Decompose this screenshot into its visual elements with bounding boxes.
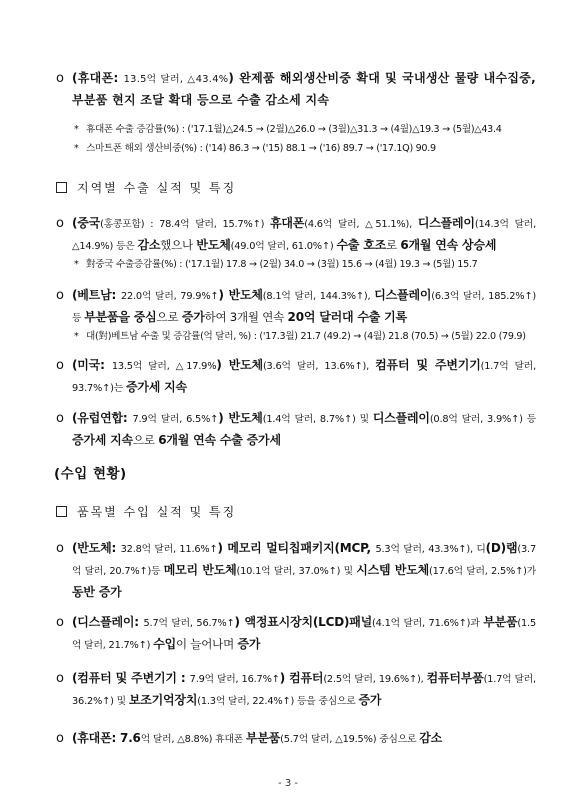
region-china-item: o (중국(홍콩포함) : 78.4억 달러, 15.7%↑) 휴대폰(4.6억 달러, △51.1%), 디스플레이(14.3억 달러, △14.9%) 등은 감소했으나 반도체(49.0억 달러, 61.0%↑) 수출 호조로 6개월 연속 상승세 (56, 216, 536, 252)
import-semiconductor-item: o (반도체: 32.8억 달러, 11.6%↑) 메모리 멀티칩패키지(MCP, 5.3억 달러, 43.3%↑), 디(D)램(3.7억 달러, 20.7%↑)등 메모리 반도체(10.1억 달러, 37.0%↑) 및 시스템 반도체(17.6억 달러, 2.5%↑)가 동반 증가 (56, 541, 537, 599)
bullet: o (56, 71, 64, 86)
page-number: - 3 - (278, 778, 298, 789)
item-desc: 완제품 해외생산비중 확대 및 국내생산 물량 내수집중, 부분품 현지 조달 확대 등으로 수출 감소세 지속 (72, 71, 536, 107)
import-display-item: o (디스플레이: 5.7억 달러, 56.7%↑) 액정표시장치(LCD)패널(4.1억 달러, 71.6%↑)과 부분품(1.5억 달러, 21.7%↑) 수입이 늘어나며 증가 (56, 615, 536, 651)
section-region: 지역별 수출 실적 및 특징 (56, 180, 236, 196)
note-overseas-share: * 스마트폰 해외 생산비중(%) : ('14) 86.3 → ('15) 88.1 → ('16) 89.7 → ('17.1Q) 90.9 (74, 143, 436, 154)
import-heading: (수입 현황) (54, 466, 127, 482)
note-china-growth: * 對중국 수출증감률(%) : ('17.1월) 17.8 → (2월) 34.0 → (3월) 15.6 → (4월) 19.3 → (5월) 15.7 (74, 259, 478, 270)
square-bullet-icon (56, 182, 67, 193)
region-eu-item: o (유럽연합: 7.9억 달러, 6.5%↑) 반도체(1.4억 달러, 8.7%↑) 및 디스플레이(0.8억 달러, 3.9%↑) 등 증가세 지속으로 6개월 연속 수출 증가세 (56, 411, 536, 447)
region-usa-item: o (미국: 13.5억 달러, △17.9%) 반도체(3.6억 달러, 13.6%↑), 컴퓨터 및 주변기기(1.7억 달러, 93.7%↑)는 증가세 지속 (56, 358, 536, 394)
note-smartphone-growth: * 휴대폰 수출 증감률(%) : ('17.1월)△24.5 → (2월)△26.0 → (3월)△31.3 → (4월)△19.3 → (5월)△43.4 (74, 124, 502, 135)
region-vietnam-item: o (베트남: 22.0억 달러, 79.9%↑) 반도체(8.1억 달러, 144.3%↑), 디스플레이(6.3억 달러, 185.2%↑) 등 부분품을 중심으로 증가하여 3개월 연속 20억 달러대 수출 기록 (56, 288, 536, 324)
smartphone-export-item: o (휴대폰: 13.5억 달러, △43.4%) 완제품 해외생산비중 확대 및 국내생산 물량 내수집중, 부분품 현지 조달 확대 등으로 수출 감소세 지속 (56, 68, 536, 111)
square-bullet-icon (56, 506, 67, 517)
note-vietnam-growth: * 대(對)베트남 수출 및 증감률(억 달러, %) : ('17.3월) 21.7 (49.2) → (4월) 21.8 (70.5) → (5월) 22.0 (79.9) (74, 331, 526, 342)
import-computer-item: o (컴퓨터 및 주변기기 : 7.9억 달러, 16.7%↑) 컴퓨터(2.5억 달러, 19.6%↑), 컴퓨터부품(1.7억 달러, 36.2%↑) 및 보조기억장치(1.3억 달러, 22.4%↑) 등을 중심으로 증가 (56, 671, 536, 707)
import-phone-item: o (휴대폰: 7.6억 달러, △8.8%) 휴대폰 부분품(5.7억 달러, △19.5%) 중심으로 감소 (56, 731, 443, 746)
section-items: 품목별 수입 실적 및 특징 (56, 504, 236, 520)
item-title: (휴대폰: (72, 71, 124, 85)
